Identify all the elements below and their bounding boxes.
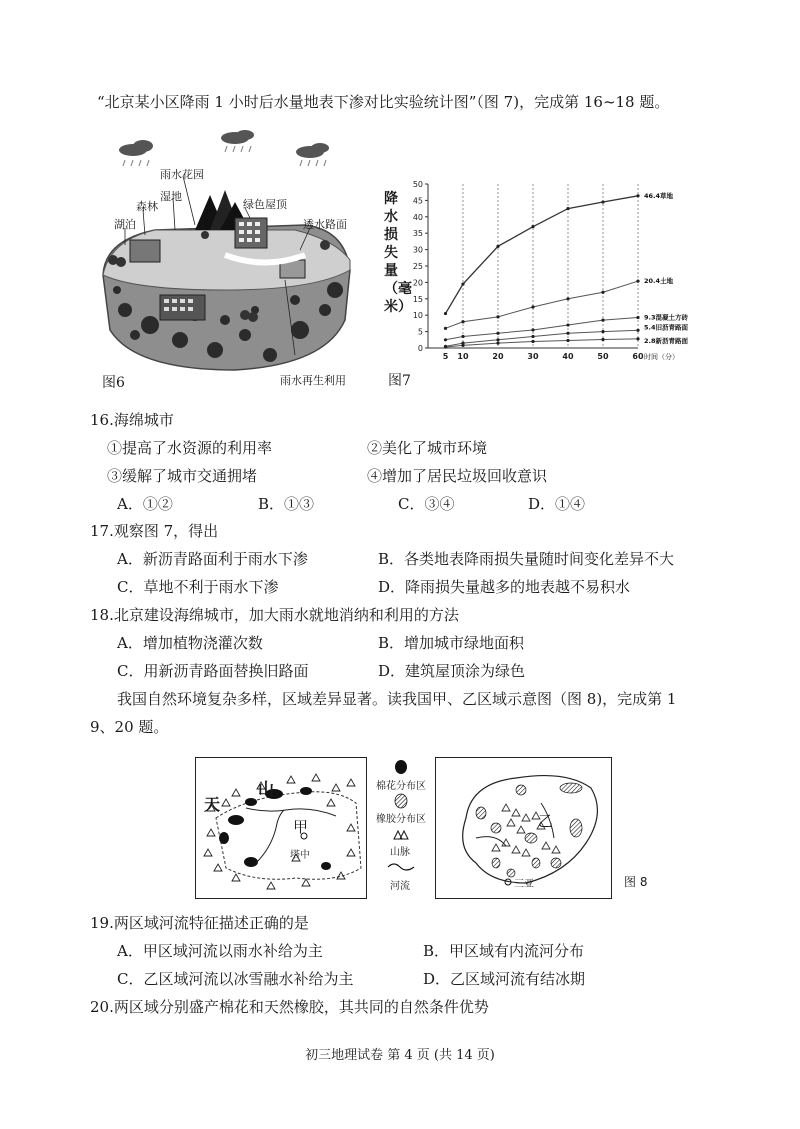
data-point [566,323,569,326]
y-tick-label: 45 [412,196,423,206]
y-tick-label: 30 [412,245,423,255]
q16-item-3: ③缓解了城市交通拥堵 [107,467,258,485]
mountain-icon [267,882,275,889]
series-end-label: 46.4草地 [644,191,674,200]
series-end-label: 9.3混凝土方砖 [644,313,689,322]
mountain-icon [552,846,560,853]
fig7-line-chart [400,178,700,373]
fig6-label-permeable-road: 透水路面 [303,218,347,231]
mountain-icon [492,844,500,851]
series-end-label: 5.4旧沥青路面 [644,323,689,332]
y-tick-label: 15 [412,294,423,304]
cotton-legend-icon [390,759,412,775]
data-point [531,335,534,338]
y-tick-label: 40 [412,212,423,222]
map-a-label-tazhong: 塔中 [290,850,310,861]
data-point [636,337,639,340]
y-tick-label: 35 [412,229,423,239]
data-point [601,319,604,322]
map-a-label-shan: 山 [258,779,275,798]
map-region-jia [195,757,367,899]
rubber-legend-icon [390,793,412,809]
mountain-icon [207,829,215,836]
fig6-label-rain-garden: 雨水花园 [160,168,204,181]
x-tick-label: 60 [632,352,644,361]
x-tick-label: 20 [492,352,504,361]
map-a-label-tian: 天 [204,795,221,814]
figure-6-illustration [95,130,370,395]
mountain-icon [204,849,212,856]
mountain-icon [512,809,520,816]
mountain-icon [542,842,550,849]
map-b-label-sanya: 三亚 [514,879,534,890]
q18-option-c[interactable]: C．用新沥青路面替换旧路面 [117,662,309,680]
q17-option-c[interactable]: C．草地不利于雨水下渗 [117,578,279,596]
q17-option-d[interactable]: D．降雨损失量越多的地表越不易积水 [378,578,631,596]
data-point [444,345,447,348]
mountain-icon [347,779,355,786]
y-tick-label: 25 [412,262,423,271]
q17-option-a[interactable]: A．新沥青路面利于雨水下渗 [117,550,308,568]
data-point [566,332,569,335]
data-point [531,305,534,308]
mountain-icon [302,879,310,886]
q16-item-2: ②美化了城市环境 [367,439,488,457]
series-line [446,196,639,314]
fig7-ylabel: 降水损失量（毫米） [384,191,412,315]
data-point [531,328,534,331]
mountain-icon [287,776,295,783]
data-point [461,335,464,338]
mountain-icon [327,799,335,806]
x-axis-label: 时间（分） [644,353,679,361]
q19-option-c[interactable]: C．乙区域河流以冰雪融水补给为主 [117,970,354,988]
y-tick-label: 50 [412,180,423,189]
q19-option-b[interactable]: B．甲区域有内流河分布 [423,942,585,960]
fig6-label-lake: 湖泊 [114,218,136,231]
mountain-legend-icon [392,827,410,841]
data-point [636,316,639,319]
x-tick-label: 10 [457,352,469,361]
mountain-icon [517,826,525,833]
data-point [496,341,499,344]
y-tick-label: 20 [412,278,423,288]
y-tick-label: 5 [417,327,423,337]
q16-item-4: ④增加了居民垃圾回收意识 [367,467,548,485]
mountain-icon [507,819,515,826]
q16-stem: 16.海绵城市 [90,411,174,429]
legend-river: 河流 [390,881,410,892]
q16-option-d[interactable]: D．①④ [528,495,586,513]
data-point [601,200,604,203]
q17-option-b[interactable]: B．各类地表降雨损失量随时间变化差异不大 [378,550,675,568]
data-point [444,338,447,341]
page-footer: 初三地理试卷 第 4 页 (共 14 页) [305,1048,495,1063]
mountain-icon [502,804,510,811]
mountain-icon [222,799,230,806]
map-legend [368,757,436,897]
data-point [531,340,534,343]
fig6-label-green-roof: 绿色屋顶 [243,198,287,211]
fig6-label-forest: 森林 [136,200,158,213]
legend-cotton: 棉花分布区 [376,781,426,792]
fig6-caption: 图6 [102,375,125,391]
q16-item-1: ①提高了水资源的利用率 [107,439,273,457]
q16-option-a[interactable]: A．①② [117,495,173,513]
data-point [461,344,464,347]
q16-option-c[interactable]: C．③④ [398,495,455,513]
data-point [636,279,639,282]
legend-mountain: 山脉 [390,847,410,858]
q17-stem: 17.观察图 7，得出 [90,522,219,540]
q19-option-d[interactable]: D．乙区域河流有结冰期 [423,970,586,988]
mountain-icon [522,814,530,821]
data-point [444,327,447,330]
fig8-caption: 图 8 [624,875,648,889]
series-line [446,339,639,347]
q20-stem: 20.两区域分别盛产棉花和天然橡胶，其共同的自然条件优势 [90,998,489,1016]
y-tick-label: 10 [412,311,423,321]
series-line [446,281,639,328]
q18-option-b[interactable]: B．增加城市绿地面积 [378,634,525,652]
q19-option-a[interactable]: A．甲区域河流以雨水补给为主 [117,942,323,960]
passage-line-2: 9、20 题。 [90,718,169,736]
map-b-label-yi: 乙 [538,812,554,830]
data-point [444,312,447,315]
mountain-icon [232,874,240,881]
series-end-label: 20.4土地 [644,277,674,286]
x-tick-label: 40 [562,352,574,361]
data-point [496,315,499,318]
mountain-icon [214,864,222,871]
data-point [496,332,499,335]
data-point [566,207,569,210]
series-line [446,330,639,346]
data-point [636,194,639,197]
data-point [531,225,534,228]
data-point [601,330,604,333]
mountain-icon [347,824,355,831]
fig6-label-rain-reuse: 雨水再生利用 [280,374,346,387]
q19-stem: 19.两区域河流特征描述正确的是 [90,914,309,932]
x-tick-label: 50 [597,352,609,361]
map-region-yi [435,757,612,899]
mountain-icon [232,789,240,796]
x-tick-label: 5 [442,352,449,361]
mountain-icon [312,774,320,781]
intro-text: “北京某小区降雨 1 小时后水量地表下渗对比实验统计图”（图 7)，完成第 16~18 题。 [97,93,670,111]
passage-line-1: 我国自然环境复杂多样，区域差异显著。读我国甲、乙区域示意图（图 8)，完成第 1 [117,690,677,708]
data-point [636,329,639,332]
fig6-label-wetland: 湿地 [160,190,182,203]
series-line [446,317,639,339]
data-point [601,338,604,341]
fig7-caption: 图7 [388,373,411,389]
data-point [496,338,499,341]
river-legend-icon [386,861,416,873]
mountain-icon [512,846,520,853]
q18-option-a[interactable]: A．增加植物浇灌次数 [117,634,263,652]
data-point [461,282,464,285]
q18-option-d[interactable]: D．建筑屋顶涂为绿色 [378,662,526,680]
series-end-label: 2.8新沥青路面 [644,336,689,345]
mountain-icon [347,849,355,856]
data-point [566,339,569,342]
data-point [461,320,464,323]
map-a-label-jia: 甲 [293,818,309,836]
data-point [601,291,604,294]
legend-rubber: 橡胶分布区 [376,814,426,825]
cloud-icon [119,130,329,158]
data-point [496,245,499,248]
q16-option-b[interactable]: B．①③ [258,495,315,513]
mountain-icon [522,849,530,856]
x-tick-label: 30 [527,352,539,361]
y-tick-label: 0 [417,344,423,353]
mountain-icon [332,784,340,791]
q18-stem: 18.北京建设海绵城市，加大雨水就地消纳和利用的方法 [90,606,459,624]
data-point [566,297,569,300]
